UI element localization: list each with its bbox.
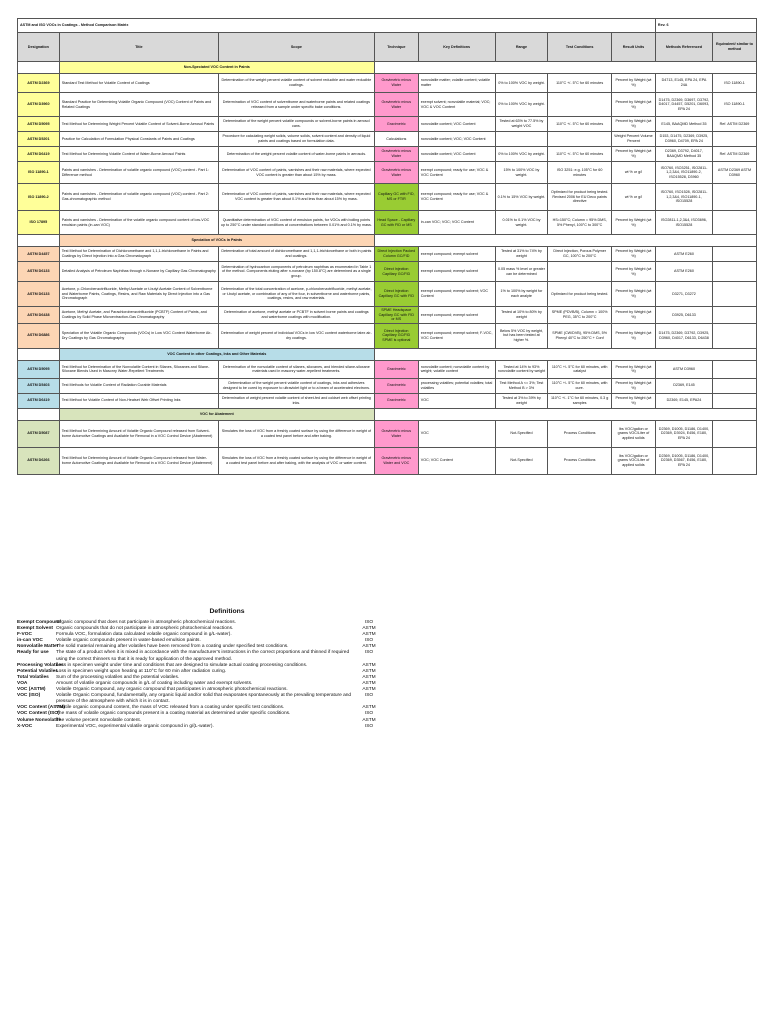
cell-result-units: Percent by Weight (wt %) <box>611 211 655 235</box>
definition-source: ISO <box>364 638 374 644</box>
table-row <box>18 74 757 93</box>
header-row <box>18 33 757 62</box>
cell-test-conditions: Optimized for product being tested. <box>548 282 612 307</box>
cell-result-units: wt % or g/l <box>611 162 655 184</box>
cell-result-units: Percent by Weight (wt %) <box>611 378 655 393</box>
cell-test-conditions: ISO 3251: e.g. 105°C for 60 minutes <box>548 162 612 184</box>
cell-technique: Direct Injection Packed Column GC/FID <box>374 247 418 262</box>
section-title: Non-Speciated VOC Content in Paints <box>59 62 374 74</box>
cell-title: Acetone, Methyl Acetate, and Parachlorobenzotrifluoride (PCBTF) Content of Paints, and Coatings by Solid Phase Microextraction-Gas Chromatography <box>59 307 218 324</box>
definition-term: Nonvolatile Matter <box>17 644 59 650</box>
cell-title: Paints and varnishes - Determination of volatile organic compound (VOC) content - Part 1: Difference method <box>59 162 218 184</box>
cell-test-conditions: 110°C +/- 5°C for 60 minutes, with catalyst <box>548 360 612 378</box>
section-spacer <box>18 62 60 74</box>
cell-methods-referenced: D4713, E145, EPA 24, EPA 24A <box>655 74 712 93</box>
definition-text: Organic compounds that do not participate in atmospheric photochemical reactions. <box>56 626 234 632</box>
definitions-title: Definitions <box>209 608 245 615</box>
cell-designation: ASTM D3960 <box>18 93 60 117</box>
cell-range: 0% to 100% VOC by weight. <box>495 93 548 117</box>
cell-equivalent <box>713 307 757 324</box>
cell-test-conditions <box>548 93 612 117</box>
cell-technique: Gravimetric <box>374 393 418 408</box>
definition-row <box>17 693 377 705</box>
cell-equivalent <box>713 247 757 262</box>
cell-result-units: Percent by Weight (wt %) <box>611 307 655 324</box>
cell-scope: Procedure for calculating weight solids, volume solids, solvent content and density of liquid paints and coatings based on formulation data. <box>218 132 374 147</box>
cell-designation: ASTM D5095 <box>18 360 60 378</box>
cell-equivalent <box>713 211 757 235</box>
cell-technique: Gravimetric <box>374 117 418 132</box>
cell-result-units: lbs VOC/gallon or grams VOC/Liter of applied solids <box>611 447 655 474</box>
cell-result-units: Percent by Weight (wt %) <box>611 147 655 162</box>
cell-scope: Quantitative determination of VOC content of emulsion paints, for VOCs with boiling points up to 250°C under standard conditions at concentrations between 0.01% and 0.1% by mass. <box>218 211 374 235</box>
header-key-definitions: Key Definitions <box>418 33 495 62</box>
table-row <box>18 447 757 474</box>
cell-test-conditions: SPME (CW/DVB), 95% DMS, 5% Phenyl 40°C to 250°C + Conf <box>548 323 612 348</box>
definition-text: Volatile organic compound content, the mass of VOC released from a coating under specific test conditions. <box>56 705 285 711</box>
cell-range: Not-Specified <box>495 447 548 474</box>
header-technique: Technique <box>374 33 418 62</box>
cell-test-conditions: Process Conditions <box>548 420 612 447</box>
definition-text: The solid material remaining after volatiles have been removed from a coating under specified test conditions. <box>56 644 289 650</box>
cell-test-conditions: Optimized for product being tested. Revised 2006 for EU Deco paints directive <box>548 184 612 211</box>
cell-methods-referenced: D153, D1475, D2369, D3925, D3960, D4709, EPA 24 <box>655 132 712 147</box>
cell-title: Practice for Calculation of Formulation Physical Constants of Paints and Coatings <box>59 132 218 147</box>
definition-source: ISO <box>364 711 374 717</box>
table-row <box>18 323 757 348</box>
cell-technique: Gravimetric <box>374 360 418 378</box>
matrix-sheet <box>17 18 757 475</box>
cell-test-conditions: SPME (PDVB/B), Column = 100% PEG, 35°C to 200°C <box>548 307 612 324</box>
cell-designation: ASTM D2369 <box>18 74 60 93</box>
cell-technique: Direct Injection Capillary GC/FID <box>374 262 418 282</box>
definition-text: The volume percent nonvolatile content. <box>56 717 142 723</box>
cell-key-definitions: nonvolatile matter; volatile content; volatile matter <box>418 74 495 93</box>
cell-technique: Gravimetric <box>374 378 418 393</box>
cell-methods-referenced: D3271, D3272 <box>655 282 712 307</box>
cell-technique: Gravimetric minus Water <box>374 93 418 117</box>
cell-key-definitions: VOC; VOC Content <box>418 447 495 474</box>
section-spacer <box>374 62 756 74</box>
cell-technique: Gravimetric minus Water <box>374 147 418 162</box>
cell-equivalent: ASTM D2369 ASTM D3960 <box>713 162 757 184</box>
cell-scope: Determination of VOC content of solventborne and waterborne paints and related coatings released from a sample under specific bake conditions. <box>218 93 374 117</box>
definition-source: ASTM <box>362 705 376 711</box>
cell-designation: ASTM D5087 <box>18 420 60 447</box>
header-scope: Scope <box>218 33 374 62</box>
definition-term: X-VOC <box>17 723 33 729</box>
cell-title: Standard Test Method for Volatile Content of Coatings <box>59 74 218 93</box>
cell-range: Tested at 14% to 93% nonvolatile content by weight <box>495 360 548 378</box>
table-row <box>18 262 757 282</box>
cell-title: Test Method for Determining Amount of Volatile Organic Compound released from Solvent-borne Automotive Coatings and Available for Removal in a VOC Control Device (Abatement) <box>59 420 218 447</box>
definition-text: Experimental VOC, experimental volatile organic compound in g/(L-water). <box>56 723 214 729</box>
cell-result-units: Percent by Weight (wt %) <box>611 393 655 408</box>
cell-scope: Determination of weight percent volatile content of sheet-fed and coldset web offset printing inks. <box>218 393 374 408</box>
definition-source: ASTM <box>362 632 376 638</box>
cell-technique: Calculations <box>374 132 418 147</box>
cell-test-conditions: 110°C +/- 5°C for 60 minutes <box>548 117 612 132</box>
cell-methods-referenced: D1475, D2369, D3697, D3792, D4017, D4457, D5201, D6093, EPA 24 <box>655 93 712 117</box>
cell-result-units: Percent by Weight (wt %) <box>611 74 655 93</box>
definition-source: ASTM <box>362 662 376 668</box>
cell-scope: Determination of the weight percent volatile content of water-borne paints in aerosols. <box>218 147 374 162</box>
cell-designation: ASTM D6438 <box>18 307 60 324</box>
cell-equivalent <box>713 282 757 307</box>
table-row <box>18 147 757 162</box>
definition-source: ISO <box>364 650 374 656</box>
table-row <box>18 93 757 117</box>
cell-designation: ASTM D5095 <box>18 117 60 132</box>
cell-technique: Head Space - Capillary GC with FID or MS <box>374 211 418 235</box>
cell-title: Acetone, p-Chlorobenzotrifluoride, Methyl Acetate or t-butyl Acetate Content of Solventborne and Waterborne Paints, Coatings, Resins, and Raw Materials by Direct Injection into a Gas Chromatograph <box>59 282 218 307</box>
cell-title: Test Methods for Volatile Content of Radiation Curable Materials <box>59 378 218 393</box>
definition-term: Processing Volatiles <box>17 662 64 668</box>
definition-term: Volume Nonvolatile <box>17 717 62 723</box>
cell-result-units: Percent by Weight (wt %) <box>611 323 655 348</box>
definition-term: Potential Volatiles <box>17 668 58 674</box>
cell-key-definitions: exempt compound; exempt solvent <box>418 307 495 324</box>
cell-range <box>495 132 548 147</box>
cell-range: 0.1% to 15% VOC by weight. <box>495 184 548 211</box>
cell-title: Detailed Analysis of Petroleum Naphthas through n-Nonane by Capillary Gas Chromatography <box>59 262 218 282</box>
section-header-row <box>18 408 757 420</box>
cell-title: Test Method for Determining Weight Percent Volatile Content of Solvent-Borne Aerosol Paints <box>59 117 218 132</box>
cell-title: Speciation of the Volatile Organic Compounds (VOCs) in Low VOC Content Waterborne Air-Dry Coatings by Gas Chromatography <box>59 323 218 348</box>
cell-key-definitions: exempt compound; exempt solvent; F-VOC, VOC Content <box>418 323 495 348</box>
cell-range: 1% to 100% by weight for each analyte <box>495 282 548 307</box>
cell-scope: Determination of the nonvolatile content of silanes, siloxanes, and blended silane-siloxane materials used in masonry water-repellent treatments. <box>218 360 374 378</box>
cell-equivalent <box>713 184 757 211</box>
definition-term: VOC (ASTM) <box>17 687 46 693</box>
definition-text: Amount of volatile organic compounds in g/L of coating including water and exempt solvents. <box>56 680 253 686</box>
cell-test-conditions <box>548 262 612 282</box>
title-row <box>18 19 757 33</box>
cell-key-definitions: exempt compound; ready for use; VOC & VOC Content <box>418 162 495 184</box>
cell-title: Test Method for Determining Volatile Content of Water-Borne Aerosol Paints <box>59 147 218 162</box>
cell-methods-referenced: D1475, D2369, D3792, D3925, D3960, D4017, D6133, D6438 <box>655 323 712 348</box>
table-row <box>18 247 757 262</box>
cell-technique: Gravimetric minus Water <box>374 74 418 93</box>
definition-text: Volatile Organic Compound, any organic compound that participates in atmospheric photochemical reactions. <box>56 687 288 693</box>
cell-equivalent <box>713 447 757 474</box>
definition-text: Formula VOC, formulation data calculated volatile organic compound in g/L-water). <box>56 632 232 638</box>
cell-technique: Gravimetric minus Water <box>374 420 418 447</box>
definition-term: VOC (ISO) <box>17 693 41 699</box>
table-row <box>18 307 757 324</box>
cell-range: 0% to 100% VOC by weight. <box>495 147 548 162</box>
definition-term: VOA <box>17 680 28 686</box>
revision-label: Rev. 6 <box>655 19 756 33</box>
cell-range: 0.05 mass % level or greater can be determined <box>495 262 548 282</box>
definition-row <box>17 724 377 730</box>
definition-term: VOC Content (ISO) <box>17 711 60 717</box>
table-row <box>18 184 757 211</box>
header-title: Title <box>59 33 218 62</box>
cell-title: Paints and varnishes - Determination of volatile organic compound (VOC) content - Part 2: Gas-chromatographic method <box>59 184 218 211</box>
cell-equivalent: Ref. ASTM D2369 <box>713 147 757 162</box>
cell-key-definitions: processing volatiles; potential volatiles; total volatiles <box>418 378 495 393</box>
definition-text: Loss in specimen weight under time and conditions that are designed to simulate actual coating processing conditions. <box>56 662 308 668</box>
cell-designation: ISO 17895 <box>18 211 60 235</box>
cell-test-conditions: 110°C +/- 5°C for 60 minutes <box>548 147 612 162</box>
cell-scope: Simulates the loss of VOC from a freshly coated surface by using the difference in weight of a coated test panel before and after baking. <box>218 420 374 447</box>
cell-scope: Determination of VOC content of paints, varnishes and their raw materials, where expected VOC content is greater than about 0.1% and less than about 15% by mass. <box>218 184 374 211</box>
cell-scope: Determination of hydrocarbon components of petroleum naphthas as enumerated in Table 1 of the method. Components eluting after n-nonane (bp 150.8°C) are determined as a single group. <box>218 262 374 282</box>
definition-term: Total Volatiles <box>17 674 49 680</box>
cell-technique: Capillary GC with FID, MS or FTIR <box>374 184 418 211</box>
cell-key-definitions: nonvolatile content; VOC; VOC Content <box>418 132 495 147</box>
cell-range: Not-Specified <box>495 420 548 447</box>
header-methods-referenced: Methods Referenced <box>655 33 712 62</box>
cell-key-definitions: nonvolatile content; VOC Content <box>418 147 495 162</box>
document-title: ASTM and ISO VOCs in Coatings - Method Comparison Matrix <box>18 19 656 33</box>
section-header-row <box>18 348 757 360</box>
table-row <box>18 162 757 184</box>
cell-range: Tested at 10% to 80% by weight <box>495 307 548 324</box>
cell-methods-referenced: D2369, D1005, D1186, D1400, D2369, D3567, E456, E180, EPA 24 <box>655 447 712 474</box>
cell-designation: ASTM D6266 <box>18 447 60 474</box>
cell-designation: ASTM D6133 <box>18 282 60 307</box>
cell-designation: ISO 11890-1 <box>18 162 60 184</box>
cell-equivalent <box>713 262 757 282</box>
cell-technique: Gravimetric minus Water <box>374 162 418 184</box>
section-header-row <box>18 235 757 247</box>
section-spacer <box>374 235 756 247</box>
section-spacer <box>374 348 756 360</box>
definition-term: VOC Content (ASTM) <box>17 705 65 711</box>
definition-source: ISO <box>364 693 374 699</box>
cell-methods-referenced: ISO760, ISO1528, ISO2811-1,2,3&4, ISO11890-1, ISO15528 <box>655 184 712 211</box>
table-row <box>18 117 757 132</box>
cell-title: Test Method for Determination of Dichloromethane and 1,1,1-trichloroethane in Paints and Coatings by Direct Injection into a Gas Chromatograph <box>59 247 218 262</box>
cell-key-definitions: exempt compound; exempt solvent <box>418 247 495 262</box>
cell-title: Test Method for Determination of the Nonvolatile Content in Silanes, Siloxanes and Silane-Siloxane Blends Used in Masonry Water-Repellent Treatments <box>59 360 218 378</box>
cell-designation: ASTM D4457 <box>18 247 60 262</box>
cell-result-units: Percent by Weight (wt %) <box>611 282 655 307</box>
table-row <box>18 378 757 393</box>
definition-text: The state of a product when it is mixed in accordance with the manufacturer's instructions in the correct proportions and thinned if required using the correct thinners so that it is ready for application of the approved method. <box>56 650 350 662</box>
table-row <box>18 420 757 447</box>
definition-source: ASTM <box>362 674 376 680</box>
cell-methods-referenced: ASTM E260 <box>655 247 712 262</box>
cell-equivalent <box>713 323 757 348</box>
cell-result-units: Weight Percent Volume Percent <box>611 132 655 147</box>
cell-title: Test Method for Volatile Content of Non-Heatset Web Offset Printing Inks <box>59 393 218 408</box>
definition-source: ASTM <box>362 687 376 693</box>
cell-methods-referenced: D2369, E145, EPA24 <box>655 393 712 408</box>
cell-key-definitions: VOC <box>418 393 495 408</box>
cell-designation: ASTM D6886 <box>18 323 60 348</box>
header-range: Range <box>495 33 548 62</box>
header-designation: Designation <box>18 33 60 62</box>
cell-designation: ASTM D5403 <box>18 378 60 393</box>
cell-methods-referenced: D3925, D6133 <box>655 307 712 324</box>
header-equivalent: Equivalent/ similar to method <box>713 33 757 62</box>
definition-source: ASTM <box>362 644 376 650</box>
definition-source: ASTM <box>362 626 376 632</box>
cell-key-definitions: nonvolatile content; nonvolatile content by weight; volatile content <box>418 360 495 378</box>
cell-equivalent <box>713 132 757 147</box>
cell-range: Test Method A <= 3%; Test Method B > 3% <box>495 378 548 393</box>
definition-source: ISO <box>364 620 374 625</box>
cell-scope: Determination of total amount of dichloromethane and 1,1,1-trichloroethane or both in paints and coatings. <box>218 247 374 262</box>
cell-technique: Direct Injection Capillary GC with FID <box>374 282 418 307</box>
cell-methods-referenced: D2369, D1005, D1186, D1400, D2369, D3924, E456, E180, EPA 24 <box>655 420 712 447</box>
section-title: Speciation of VOCs in Paints <box>59 235 374 247</box>
definition-text: Loss in specimen weight upon heating at 110°C for 60 min after radiation curing. <box>56 668 227 674</box>
section-spacer <box>18 235 60 247</box>
definition-term: F-VOC <box>17 632 32 638</box>
section-spacer <box>18 348 60 360</box>
cell-result-units: Percent by Weight (wt %) <box>611 93 655 117</box>
cell-range: 0.01% to 0.1% VOC by weight. <box>495 211 548 235</box>
cell-methods-referenced: ASTM E260 <box>655 262 712 282</box>
cell-range: Tested at 3% to 39% by weight <box>495 393 548 408</box>
cell-range: Tested at 31% to 74% by weight <box>495 247 548 262</box>
cell-scope: Determination of the weight percent volatile content of solvent reducible and water reducible coatings. <box>218 74 374 93</box>
definition-text: Volatile Organic Compound, fundamentally, any organic liquid and/or solid that evaporates spontaneously at the prevailing temperature and pressure of the atmosphere with which it is in contact. <box>56 693 352 705</box>
cell-test-conditions: 110°C +/- 5°C for 60 minutes, with cure. <box>548 378 612 393</box>
definition-row <box>17 650 377 662</box>
table-row <box>18 132 757 147</box>
cell-scope: Simulates the loss of VOC from a freshly coated surface by using the difference in weight of a coated test panel before and after baking, with the analysis of VOC or water content. <box>218 447 374 474</box>
definition-text: Organic compound that does not participate in atmospheric photochemical reactions. <box>56 620 236 625</box>
table-row <box>18 360 757 378</box>
cell-key-definitions: exempt solvent; nonvolatile material; VOC; VOC & VOC Content <box>418 93 495 117</box>
cell-methods-referenced: E145, BAAQMD Method 35 <box>655 117 712 132</box>
cell-technique: Direct Injection Capillary GC/FID SPME is optional <box>374 323 418 348</box>
cell-equivalent <box>713 420 757 447</box>
cell-scope: Determination of weight percent of individual VOCs in low VOC content waterborne latex air-dry coatings. <box>218 323 374 348</box>
table-row <box>18 211 757 235</box>
definition-source: ISO <box>364 723 374 729</box>
section-title: VOC for Abatement <box>59 408 374 420</box>
cell-equivalent <box>713 393 757 408</box>
cell-scope: Determination of the total concentration of acetone, p-chlorobenzotrifluoride, methyl acetate, or t-butyl acetate, or combination of any of the four, in solventborne and waterborne paints, coatings, resins, and raw materials. <box>218 282 374 307</box>
cell-equivalent <box>713 378 757 393</box>
cell-range: Tested at 63% to 77.5% by weight VOC <box>495 117 548 132</box>
definition-text: Volatile organic compounds present in water-based emulsion paints. <box>56 638 201 644</box>
cell-result-units: Percent by Weight (wt %) <box>611 117 655 132</box>
cell-equivalent: ISO 11890-1 <box>713 74 757 93</box>
cell-range: Below 5% VOC by weight, but has been tested at higher %. <box>495 323 548 348</box>
cell-scope: Determination of VOC content of paints, varnishes and their raw materials, where expected VOC content is greater than about 15% by mass. <box>218 162 374 184</box>
cell-key-definitions: exempt compound; ready for use; VOC & VOC Content <box>418 184 495 211</box>
definition-text: Sum of the processing volatiles and the potential volatiles. <box>56 674 180 680</box>
cell-designation: ASTM D6133 <box>18 262 60 282</box>
cell-key-definitions: in-can VOC; VOC; VOC Content <box>418 211 495 235</box>
header-result-units: Result Units <box>611 33 655 62</box>
definition-source: ASTM <box>362 680 376 686</box>
cell-scope: Determination of the weight percent volatile compounds or solvent-borne paints in aerosol cans. <box>218 117 374 132</box>
cell-test-conditions: 110°C +/- 1°C for 60 minutes, 0.3 g samples <box>548 393 612 408</box>
cell-test-conditions <box>548 132 612 147</box>
cell-designation: ASTM D6419 <box>18 147 60 162</box>
cell-equivalent <box>713 360 757 378</box>
cell-scope: Determination of acetone, methyl acetate or PCBTF in solvent borne paints and coatings and waterborne coatings with modification. <box>218 307 374 324</box>
cell-test-conditions: HS=150°C; Column = 95% DMS, 5% Phenyl, 100°C to 300°C <box>548 211 612 235</box>
section-header-row <box>18 62 757 74</box>
cell-scope: Determination of the weight percent volatile content of coatings, inks and adhesives designed to be cured by exposure to ultraviolet light or to a beam of accelerated electrons. <box>218 378 374 393</box>
definition-text: The mass of volatile organic compounds present in a coating material as determined under specific conditions. <box>56 711 291 717</box>
definition-source: ASTM <box>362 668 376 674</box>
cell-range: 0% to 100% VOC by weight. <box>495 74 548 93</box>
cell-designation: ASTM D5201 <box>18 132 60 147</box>
definition-term: in-can VOC <box>17 638 43 644</box>
cell-result-units: lbs VOC/gallon or grams VOC/Liter of applied solids <box>611 420 655 447</box>
cell-result-units: Percent by Weight (wt %) <box>611 247 655 262</box>
section-spacer <box>18 408 60 420</box>
cell-methods-referenced: D2369, E145 <box>655 378 712 393</box>
cell-methods-referenced: ASTM D3960 <box>655 360 712 378</box>
definitions-block <box>17 608 377 730</box>
cell-methods-referenced: D2369, D3792, D4017, BAAQMD Method 35 <box>655 147 712 162</box>
cell-key-definitions: exempt compound; exempt solvent <box>418 262 495 282</box>
cell-designation: ASTM D6419 <box>18 393 60 408</box>
definition-term: Exempt Solvent <box>17 626 53 632</box>
cell-title: Standard Practice for Determining Volatile Organic Compound (VOC) Content of Paints and Related Coatings <box>59 93 218 117</box>
definition-source: ASTM <box>362 717 376 723</box>
header-test-conditions: Test Conditions <box>548 33 612 62</box>
section-spacer <box>374 408 756 420</box>
definition-term: Ready for use <box>17 650 49 656</box>
cell-methods-referenced: ISO760, ISO3251, ISO2811-1,2,3&4, ISO11890-2, ISO15528, D3960 <box>655 162 712 184</box>
cell-result-units: wt % or g/l <box>611 184 655 211</box>
definition-term: Exempt Compound <box>17 620 61 625</box>
cell-result-units: Percent by Weight (wt %) <box>611 262 655 282</box>
cell-key-definitions: VOC <box>418 420 495 447</box>
cell-key-definitions: nonvolatile content; VOC Content <box>418 117 495 132</box>
cell-title: Paints and varnishes - Determination of the volatile organic compound content of low-VOC emulsion paints (in-can VOC) <box>59 211 218 235</box>
cell-test-conditions: 110°C +/- 5°C for 60 minutes <box>548 74 612 93</box>
cell-test-conditions: Direct Injection, Porous Polymer GC, 100°C to 200°C <box>548 247 612 262</box>
method-comparison-table <box>17 18 757 475</box>
cell-key-definitions: exempt compound; exempt solvent; VOC Content <box>418 282 495 307</box>
cell-title: Test Method for Determining Amount of Volatile Organic Compound released from Water-borne Automotive Coatings and Available for Removal in a VOC Control Device (Abatement) <box>59 447 218 474</box>
cell-range: 15% to 100% VOC by weight. <box>495 162 548 184</box>
definitions-list <box>17 620 377 730</box>
table-row <box>18 393 757 408</box>
cell-result-units: Percent by Weight (wt %) <box>611 360 655 378</box>
cell-technique: SPME Headspace Capillary GC with FID or MS <box>374 307 418 324</box>
cell-technique: Gravimetric minus Water and VOC <box>374 447 418 474</box>
table-row <box>18 282 757 307</box>
cell-test-conditions: Process Conditions <box>548 447 612 474</box>
cell-equivalent: ISO 11890-1 <box>713 93 757 117</box>
cell-methods-referenced: ISO2811-1,2,3&4, ISO3696, ISO15528 <box>655 211 712 235</box>
cell-equivalent: Ref. ASTM D2369 <box>713 117 757 132</box>
section-title: VOC Content in other Coatings, Inks and Other Materials <box>59 348 374 360</box>
cell-designation: ISO 11890-2 <box>18 184 60 211</box>
